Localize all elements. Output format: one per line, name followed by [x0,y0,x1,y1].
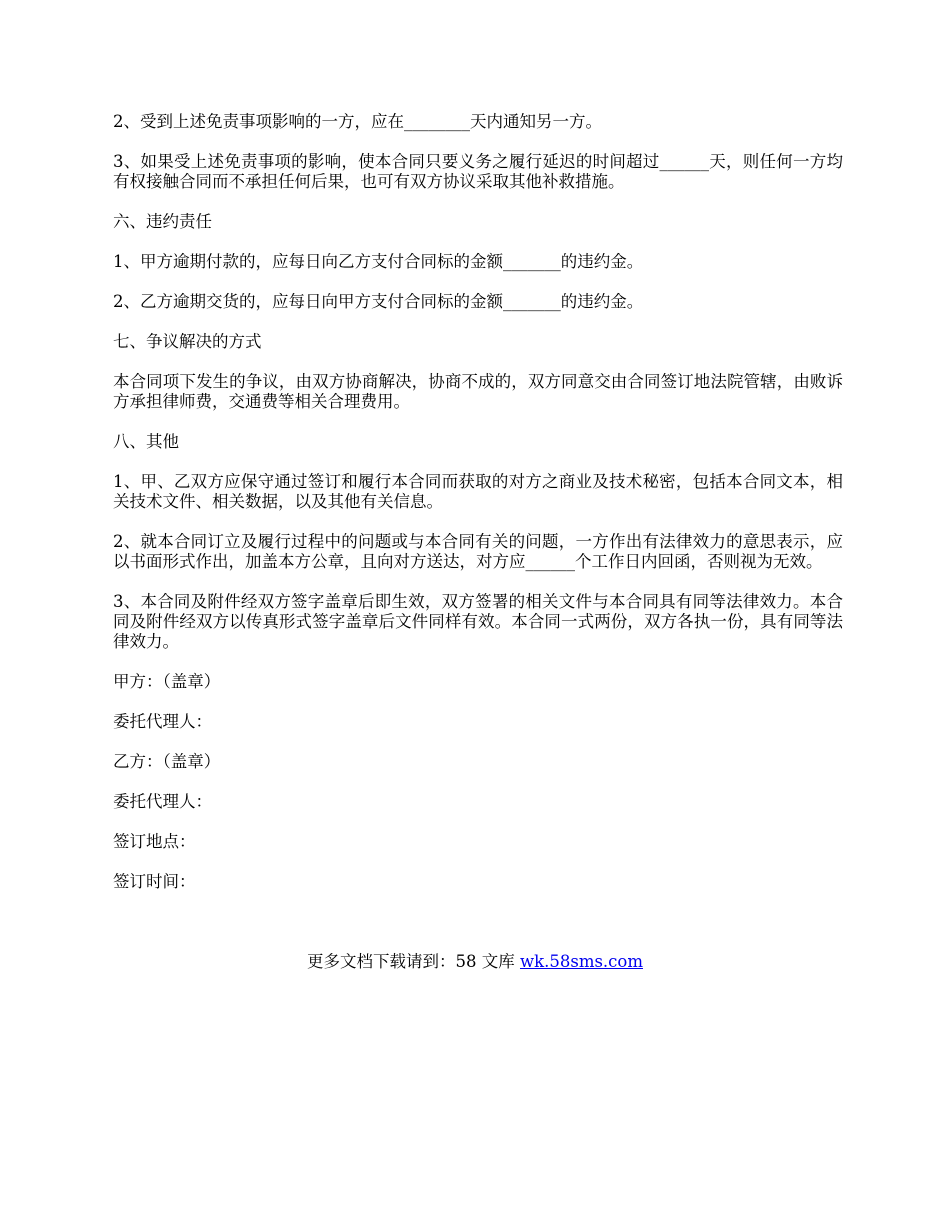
section-heading-liability: 六、违约责任 [113,212,212,231]
footer-link[interactable]: wk.58sms.com [519,952,643,971]
signing-time: 签订时间： [113,872,196,891]
clause-text: 1、甲方逾期付款的，应每日向乙方支付合同标的金额 [113,252,503,271]
party-b-seal: 乙方：（盖章） [113,752,221,771]
clause-text: 天内通知另一方。 [470,112,602,131]
clause-written-notice [113,532,843,572]
clause-text: 2、就本合同订立及履行过程中的问题或与本合同有关的问题，一方作出有法律效力的意思表示，应以书面形式作出，加盖本方公章，且向对方送达，对方应 [113,532,843,571]
clause-effectiveness: 3、本合同及附件经双方签字盖章后即生效，双方签署的相关文件与本合同具有同等法律效力。本合同及附件经双方以传真形式签字盖章后文件同样有效。本合同一式两份，双方各执一份，具有同等法律效力。 [113,592,843,651]
section-heading-other: 八、其他 [113,432,179,451]
signing-place: 签订地点： [113,832,196,851]
clause-notify-days [113,112,843,132]
days-blank: ________ [404,112,470,131]
clause-late-delivery [113,292,843,312]
document-body [113,112,843,912]
clause-late-payment [113,252,843,272]
clause-text: 天，则任何一方均有权接触合同而不承担任何后果，也可有双方协议采取其他补救措施。 [113,152,843,191]
section-heading-dispute: 七、争议解决的方式 [113,332,262,351]
clause-text: 的违约金。 [560,292,644,311]
clause-text: 3、如果受上述免责事项的影响，使本合同只要义务之履行延迟的时间超过 [113,152,660,171]
clause-text: 个工作日内回函，否则视为无效。 [575,552,823,571]
clause-dispute: 本合同项下发生的争议，由双方协商解决，协商不成的，双方同意交由合同签订地法院管辖，由败诉方承担律师费，交通费等相关合理费用。 [113,372,843,411]
party-a-agent: 委托代理人： [113,712,212,731]
clause-confidentiality: 1、甲、乙双方应保守通过签订和履行本合同而获取的对方之商业及技术秘密，包括本合同文本，相关技术文件、相关数据，以及其他有关信息。 [113,472,843,511]
days-blank: ______ [659,152,710,171]
clause-delay-termination [113,152,843,192]
footer-text: 更多文档下载请到：58 文库 [306,952,520,971]
clause-text: 2、受到上述免责事项影响的一方，应在 [113,112,404,131]
amount-blank: _______ [503,292,561,311]
footer [0,951,950,973]
amount-blank: _______ [503,252,561,271]
party-b-agent: 委托代理人： [113,792,212,811]
days-blank: ______ [525,552,575,571]
clause-text: 2、乙方逾期交货的，应每日向甲方支付合同标的金额 [113,292,503,311]
clause-text: 的违约金。 [560,252,644,271]
party-a-seal: 甲方：（盖章） [113,672,221,691]
